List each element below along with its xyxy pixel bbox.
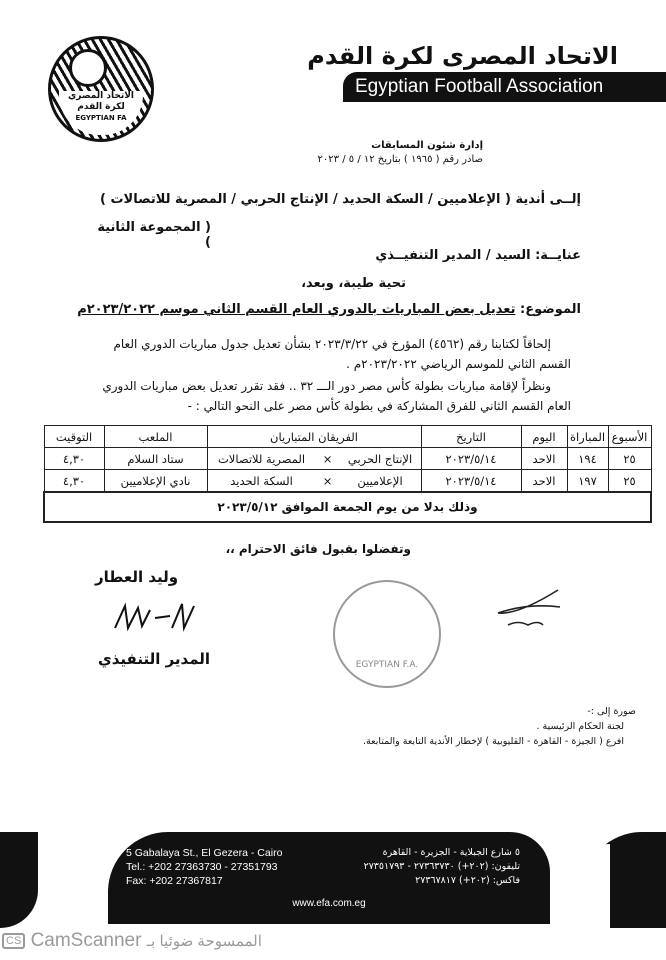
col-week: الأسبوع	[608, 426, 651, 448]
table-note: وذلك بدلا من يوم الجمعة الموافق ٢٠٢٣/٥/١٢	[44, 492, 651, 522]
footer-band	[108, 832, 550, 924]
header-title-ar: الاتحاد المصرى لكرة القدم	[307, 42, 618, 70]
logo-text-en: EGYPTIAN FA	[75, 114, 127, 122]
cell-match: ١٩٧	[567, 470, 608, 493]
efa-logo	[48, 36, 154, 142]
cell-home: الإعلاميين	[340, 470, 421, 493]
football-icon	[69, 49, 107, 87]
table-row	[44, 470, 651, 493]
cell-time: ٤,٣٠	[44, 470, 104, 493]
issue-number: صادر رقم ( ١٩٦٥ ) بتاريخ ١٢ / ٥ / ٢٠٢٣	[317, 154, 483, 165]
header-title-en: Egyptian Football Association	[343, 72, 666, 102]
initials-signature	[488, 585, 568, 630]
cell-home: الإنتاج الحربي	[340, 448, 421, 470]
department: إدارة شئون المسابقات	[371, 140, 483, 151]
subject-line	[77, 302, 581, 317]
col-day: اليوم	[521, 426, 567, 448]
logo-text-ar: الاتحاد المصري لكرة القدم	[68, 91, 134, 112]
col-stadium: الملعب	[104, 426, 207, 448]
official-stamp	[333, 580, 441, 688]
camscanner-icon: CS	[2, 933, 25, 949]
footer-address-en	[126, 846, 282, 888]
col-teams: الفريقان المتباريان	[207, 426, 421, 448]
cell-vs: ×	[316, 470, 340, 493]
signatory-title: المدير التنفيذي	[98, 650, 211, 668]
logo-text	[59, 91, 143, 135]
group: ( المجموعة الثانية )	[97, 220, 211, 250]
cell-stadium: ستاد السلام	[104, 448, 207, 470]
cell-stadium: نادي الإعلاميين	[104, 470, 207, 493]
cc-block	[363, 704, 636, 749]
footer-en-line: Tel.: +202 27363730 - 27351793	[126, 861, 278, 873]
watermark-ar: الممسوحة ضوئيا بـ	[146, 933, 262, 950]
cc-label: صورة إلى :-	[587, 706, 636, 717]
watermark-app: CamScanner	[30, 930, 142, 951]
footer-ar-line: ٥ شارع الجبلاية - الجزيرة - القاهرة	[382, 847, 520, 858]
footer-right-shape	[582, 832, 666, 928]
signature	[110, 598, 200, 638]
footer-left-shape	[0, 832, 38, 928]
cell-date: ٢٠٢٣/٥/١٤	[421, 448, 521, 470]
cell-match: ١٩٤	[567, 448, 608, 470]
paragraph-1: إلحاقاً لكتابنا رقم (٤٥٦٢) المؤرخ في ٢٠٢٣/٣/٢٢ بشأن تعديل جدول مباريات الدوري العام القسم الثاني للموسم الرياضي ٢٠٢٣/٢٠٢٢م .	[113, 337, 571, 371]
attention: عنايــة: السيد / المدير التنفيــذي	[375, 248, 581, 263]
col-time: التوقيت	[44, 426, 104, 448]
cell-day: الاحد	[521, 470, 567, 493]
signatory-name: وليد العطار	[95, 568, 179, 586]
col-date: التاريخ	[421, 426, 521, 448]
footer-address-ar	[364, 846, 520, 888]
table-row	[44, 448, 651, 470]
closing: وتفضلوا بقبول فائق الاحترام ،،	[225, 542, 411, 556]
footer-ar-line: فاكس: (٢٠٢+) ٢٧٣٦٧٨١٧	[415, 875, 520, 886]
cell-away: السكة الحديد	[207, 470, 316, 493]
table-header-row	[44, 426, 651, 448]
cell-week: ٢٥	[608, 448, 651, 470]
cell-vs: ×	[316, 448, 340, 470]
cell-date: ٢٠٢٣/٥/١٤	[421, 470, 521, 493]
greeting: تحية طيبة، وبعد،	[301, 276, 406, 291]
paragraph-2: ونظراً لإقامة مباريات بطولة كأس مصر دور الـــ ٣٢ .. فقد تقرر تعديل بعض مباريات الدوري العام القسم الثاني للفرق المشاركة في بطولة كأس مصر على النحو التالي : -	[102, 379, 571, 413]
camscanner-watermark	[2, 930, 262, 952]
cc-item: لجنة الحكام الرئيسية .	[536, 721, 624, 732]
subject: تعديل بعض المباريات بالدوري العام القسم الثاني موسم ٢٠٢٣/٢٠٢٢م	[77, 302, 516, 317]
cell-day: الاحد	[521, 448, 567, 470]
recipients: إلــى أندية ( الإعلاميين / السكة الحديد / الإنتاج الحربي / المصرية للاتصالات )	[100, 192, 581, 207]
cc-item: افرع ( الجيزة - القاهرة - القليوبية ) لإخطار الأندية التابعة والمتابعة.	[363, 736, 624, 747]
footer-ar-line: تليفون: (٢٠٢+) ٢٧٣٦٣٧٣٠ - ٢٧٣٥١٧٩٣	[363, 861, 520, 872]
match-table	[43, 425, 652, 523]
cell-time: ٤,٣٠	[44, 448, 104, 470]
footer-en-line: Fax: +202 27367817	[126, 875, 223, 887]
footer-en-line: 5 Gabalaya St., El Gezera - Cairo	[126, 847, 283, 859]
cell-away: المصرية للاتصالات	[207, 448, 316, 470]
cell-week: ٢٥	[608, 470, 651, 493]
col-match: المباراة	[567, 426, 608, 448]
stamp-text: EGYPTIAN F.A.	[355, 660, 419, 670]
subject-label: الموضوع:	[520, 302, 581, 317]
footer-website: www.efa.com.eg	[292, 898, 366, 909]
table-note-row	[44, 492, 651, 522]
